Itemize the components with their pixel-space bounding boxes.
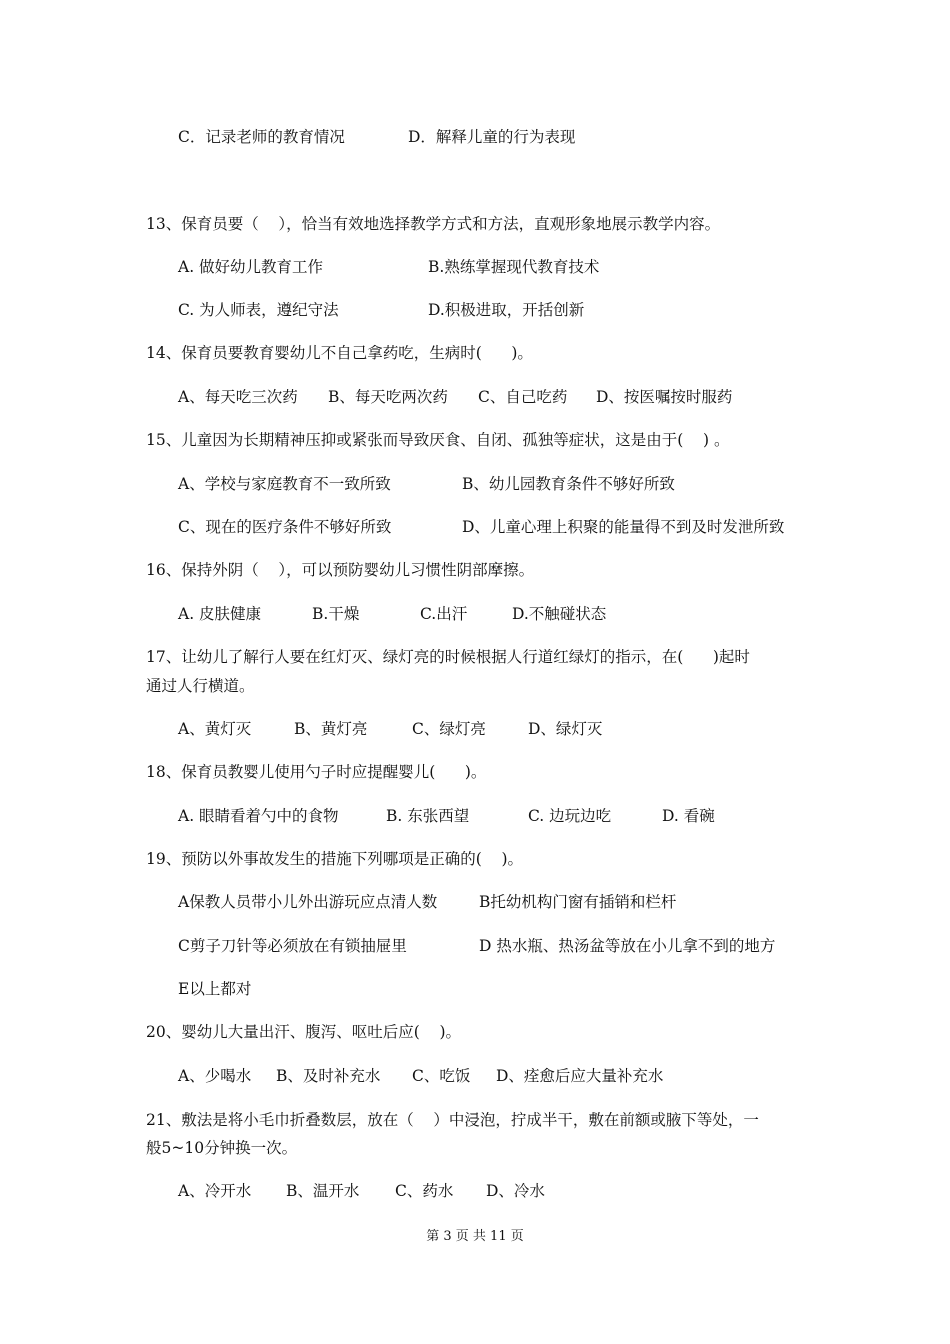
q16-option-d: D.不触碰状态 bbox=[512, 605, 607, 623]
q20-stem: 20、婴幼儿大量出汗、腹泻、呕吐后应( )。 bbox=[146, 1023, 462, 1041]
q20-option-c: C、吃饭 bbox=[412, 1067, 471, 1085]
q20-option-b: B、及时补充水 bbox=[276, 1067, 381, 1085]
q19-option-a: A保教人员带小儿外出游玩应点清人数 bbox=[178, 893, 438, 911]
q14-option-a: A、每天吃三次药 bbox=[178, 388, 298, 406]
q18-option-b: B. 东张西望 bbox=[386, 807, 470, 825]
q13-option-c: C. 为人师表，遵纪守法 bbox=[178, 301, 339, 319]
q15-option-d: D、儿童心理上积聚的能量得不到及时发泄所致 bbox=[462, 518, 785, 536]
q19-option-b: B托幼机构门窗有插销和栏杆 bbox=[479, 893, 677, 911]
q21-stem-line1: 21、敷法是将小毛巾折叠数层，放在（ ）中浸泡，拧成半干，敷在前额或腋下等处，一 bbox=[146, 1111, 759, 1129]
q20-option-a: A、少喝水 bbox=[178, 1067, 252, 1085]
q13-stem: 13、保育员要（ ），恰当有效地选择教学方式和方法，直观形象地展示教学内容。 bbox=[146, 215, 721, 233]
q14-option-b: B、每天吃两次药 bbox=[328, 388, 448, 406]
q19-option-e: E以上都对 bbox=[178, 980, 252, 998]
q16-option-b: B.干燥 bbox=[312, 605, 360, 623]
q13-option-b: B.熟练掌握现代教育技术 bbox=[428, 258, 600, 276]
q19-option-d: D 热水瓶、热汤盆等放在小儿拿不到的地方 bbox=[479, 937, 776, 955]
q13-option-a: A. 做好幼儿教育工作 bbox=[178, 258, 324, 276]
q15-option-a: A、学校与家庭教育不一致所致 bbox=[178, 475, 391, 493]
q21-option-c: C、药水 bbox=[395, 1182, 454, 1200]
q13-option-d: D.积极进取，开括创新 bbox=[428, 301, 585, 319]
q21-option-d: D、冷水 bbox=[486, 1182, 545, 1200]
q15-stem: 15、儿童因为长期精神压抑或紧张而导致厌食、自闭、孤独等症状，这是由于( ) 。 bbox=[146, 431, 730, 449]
q14-stem: 14、保育员要教育婴幼儿不自己拿药吃，生病时( )。 bbox=[146, 344, 533, 362]
q16-stem: 16、保持外阴（ ），可以预防婴幼儿习惯性阴部摩擦。 bbox=[146, 561, 535, 579]
q19-option-c: C剪子刀针等必须放在有锁抽屉里 bbox=[178, 937, 407, 955]
q15-option-b: B、幼儿园教育条件不够好所致 bbox=[462, 475, 675, 493]
q21-stem-line2: 般5~10分钟换一次。 bbox=[146, 1139, 298, 1157]
q19-stem: 19、预防以外事故发生的措施下列哪项是正确的( )。 bbox=[146, 850, 524, 868]
q20-option-d: D、痊愈后应大量补充水 bbox=[496, 1067, 664, 1085]
q12-option-d: D．解释儿童的行为表现 bbox=[408, 128, 576, 146]
q18-option-c: C. 边玩边吃 bbox=[528, 807, 612, 825]
q17-option-b: B、黄灯亮 bbox=[294, 720, 368, 738]
q21-option-b: B、温开水 bbox=[286, 1182, 360, 1200]
q18-option-a: A. 眼睛看着勺中的食物 bbox=[178, 807, 339, 825]
q14-option-c: C、自己吃药 bbox=[478, 388, 568, 406]
q18-option-d: D. 看碗 bbox=[662, 807, 715, 825]
q17-stem-line1: 17、让幼儿了解行人要在红灯灭、绿灯亮的时候根据人行道红绿灯的指示，在( )起时 bbox=[146, 648, 750, 666]
q18-stem: 18、保育员教婴儿使用勺子时应提醒婴儿( )。 bbox=[146, 763, 487, 781]
q16-option-c: C.出汗 bbox=[420, 605, 468, 623]
q17-stem-line2: 通过人行横道。 bbox=[146, 677, 255, 695]
page-number: 第 3 页 共 11 页 bbox=[426, 1229, 524, 1244]
q17-option-a: A、黄灯灭 bbox=[178, 720, 252, 738]
q17-option-c: C、绿灯亮 bbox=[412, 720, 486, 738]
q15-option-c: C、现在的医疗条件不够好所致 bbox=[178, 518, 392, 536]
q12-option-c: C．记录老师的教育情况 bbox=[178, 128, 345, 146]
q17-option-d: D、绿灯灭 bbox=[528, 720, 603, 738]
q16-option-a: A. 皮肤健康 bbox=[178, 605, 262, 623]
q14-option-d: D、按医嘱按时服药 bbox=[596, 388, 733, 406]
q21-option-a: A、冷开水 bbox=[178, 1182, 252, 1200]
